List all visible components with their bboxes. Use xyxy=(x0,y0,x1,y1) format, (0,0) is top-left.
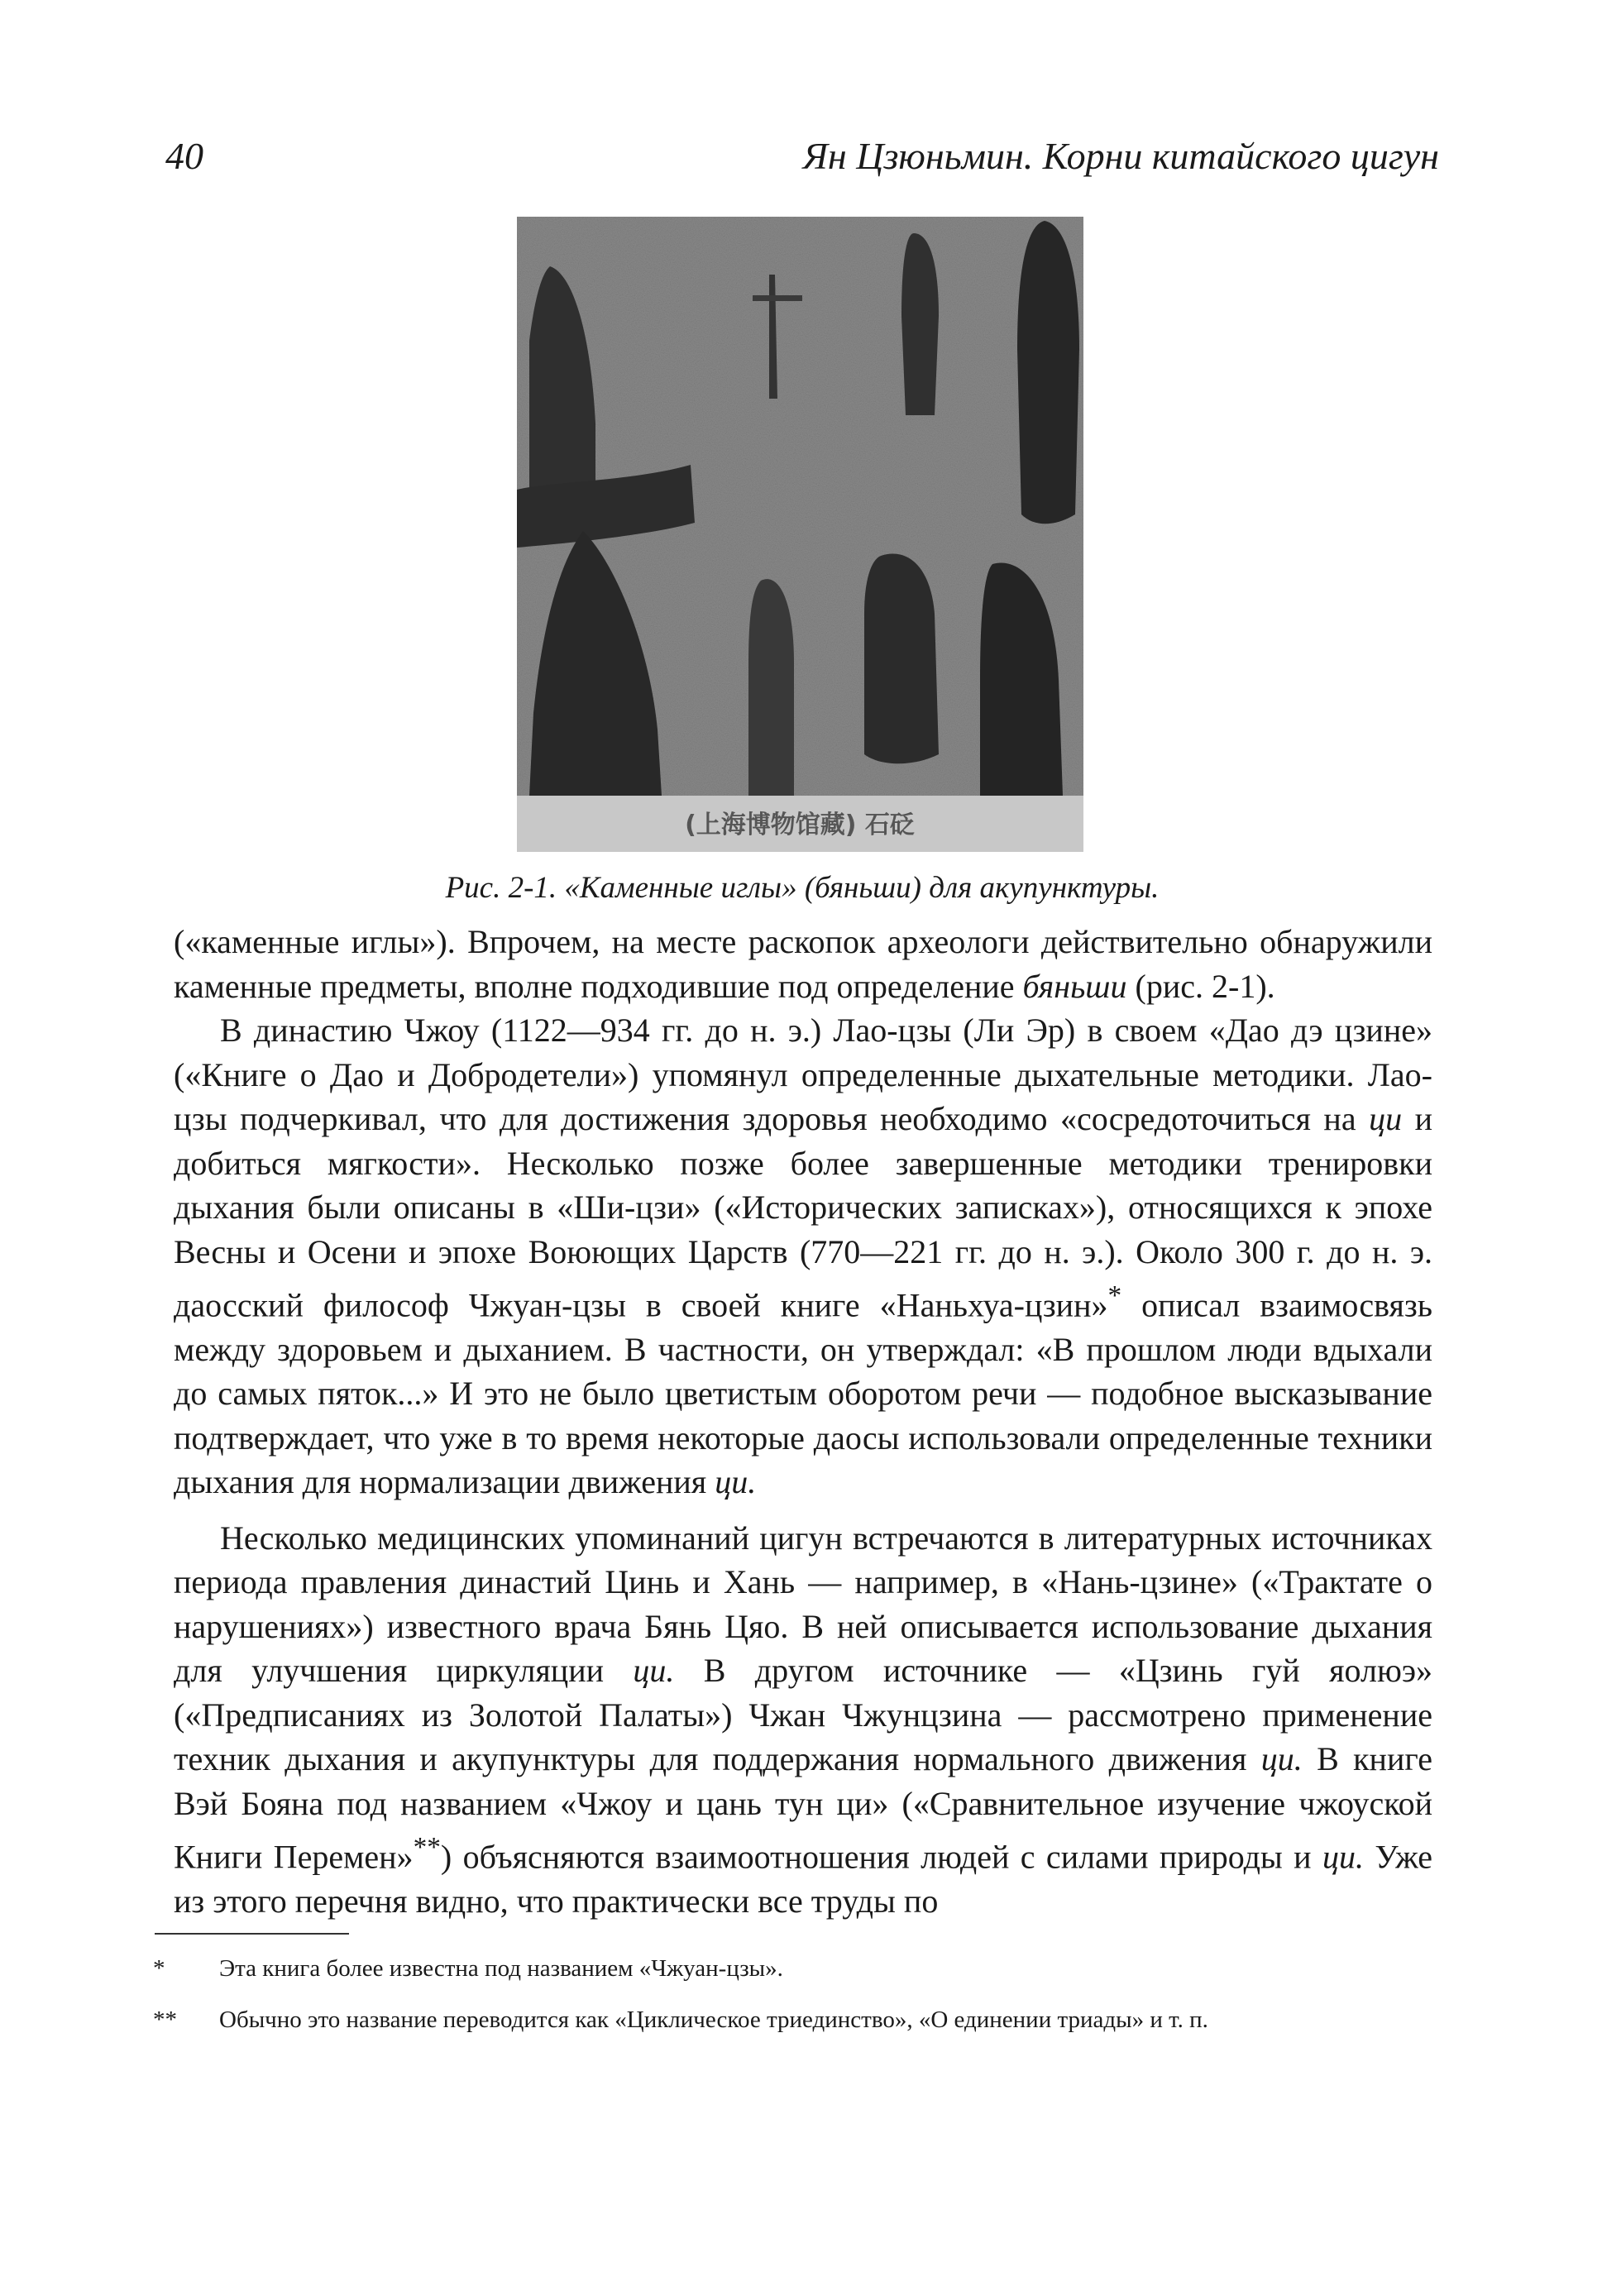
emphasis: ци. xyxy=(715,1463,757,1501)
footnote-divider xyxy=(155,1933,349,1935)
paragraph: («каменные иглы»). Впрочем, на месте раскопок археологи действительно обнаружили каменные предметы, вполне подходившие под определение бяньши (рис. 2-1). xyxy=(174,923,1432,1005)
main-text xyxy=(174,920,1432,1924)
emphasis: ци. xyxy=(1260,1740,1303,1778)
emphasis: бяньши xyxy=(1022,967,1127,1005)
footnote xyxy=(153,1954,1443,1983)
page-number: 40 xyxy=(165,135,203,177)
stone-needle-shape xyxy=(864,554,939,764)
emphasis: ци. xyxy=(633,1652,675,1690)
emphasis: ци xyxy=(1369,1100,1403,1137)
footnote-text: Обычно это название переводится как «Циклическое триединство», «О единении триады» и т. п. xyxy=(219,2007,1208,2033)
figure-caption: Рис. 2-1. «Каменные иглы» (бяньши) для акупунктуры. xyxy=(445,871,1160,905)
footnote xyxy=(153,2005,1443,2035)
footnote-ref: ** xyxy=(413,1832,441,1863)
running-title: Ян Цзюньмин. Корни китайского цигун xyxy=(802,135,1439,177)
footnotes xyxy=(153,1954,1443,2056)
stone-needle-shape xyxy=(753,295,802,301)
paragraph: Несколько медицинских упоминаний цигун встречаются в литературных источниках периода правления династий Цинь и Хань — например, в «Нань-цзине» («Трактате о нарушениях») известного врача Бянь Цяо. В ней описывается использование дыхания для улучшения циркуляции ци. В другом источнике — «Цзинь гуй яолюэ» («Предписаниях из Золотой Палаты») Чжан Чжунцзина — рассмотрено применение техник дыхания и акупунктуры для поддержания нормального движения ци. В книге Вэй Бояна под названием «Чжоу и цань тун ци» («Сравнительное изучение чжоуской Книги Перемен»**) объясняются взаимоотношения людей с силами природы и ци. Уже из этого перечня видно, что практически все труды по xyxy=(174,1519,1433,1921)
emphasis: ци. xyxy=(1322,1838,1364,1876)
footnote-ref: * xyxy=(1107,1280,1122,1311)
page-header xyxy=(165,124,1439,190)
footnote-text: Эта книга более известна под названием «Чжуан-цзы». xyxy=(219,1955,783,1982)
stone-needle-shape xyxy=(1017,221,1079,524)
photo-inscription: (上海博物馆藏) 石砭 xyxy=(685,811,915,839)
stone-needle-shape xyxy=(901,233,939,415)
footnote-mark: * xyxy=(153,1955,165,1982)
footnote-mark: ** xyxy=(153,2007,177,2033)
stone-needles-photo xyxy=(517,217,1083,852)
paragraph: В династию Чжоу (1122—934 гг. до н. э.) Лао-цзы (Ли Эр) в своем «Дао дэ цзине» («Книге о Дао и Добродетели») упомянул определенные дыхательные методики. Лао-цзы подчеркивал, что для достижения здоровья необходимо «сосредоточиться на ци и добиться мягкости». Несколько позже более завершенные методики тренировки дыхания были описаны в «Ши-цзи» («Исторических записках»), относящихся к эпохе Весны и Осени и эпохе Воюющих Царств (770—221 гг. до н. э.). Около 300 г. до н. э. даосский философ Чжуан-цзы в своей книге «Наньхуа-цзин»* описал взаимосвязь между здоровьем и дыханием. В частности, он утверждал: «В прошлом люди вдыхали до самых пяток...» И это не было цветистым оборотом речи — подобное высказывание подтверждает, что уже в то время некоторые даосы использовали определенные техники дыхания для нормализации движения ци. xyxy=(174,1012,1433,1501)
stone-needle-shape xyxy=(748,579,794,796)
